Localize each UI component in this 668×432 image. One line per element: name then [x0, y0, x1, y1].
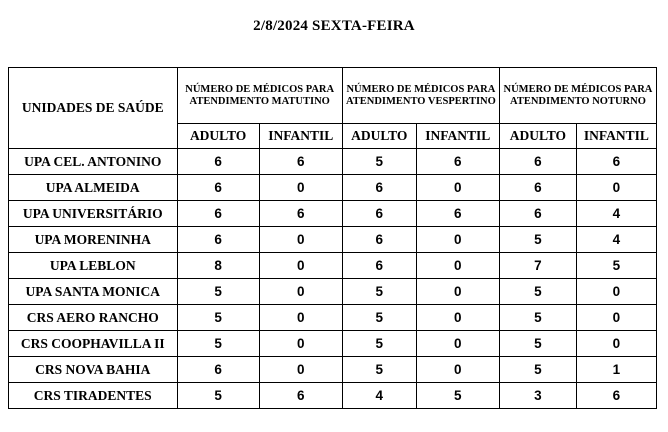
- unit-name-cell: CRS AERO RANCHO: [9, 305, 178, 331]
- value-cell: 0: [416, 357, 499, 383]
- value-cell: 6: [499, 149, 576, 175]
- value-cell: 7: [499, 253, 576, 279]
- value-cell: 0: [259, 357, 342, 383]
- unit-name-cell: UPA MORENINHA: [9, 227, 178, 253]
- value-cell: 6: [499, 201, 576, 227]
- unit-column-header: UNIDADES DE SAÚDE: [9, 68, 178, 149]
- value-cell: 6: [576, 149, 656, 175]
- value-cell: 6: [342, 253, 416, 279]
- value-cell: 6: [259, 201, 342, 227]
- value-cell: 6: [342, 201, 416, 227]
- value-cell: 0: [416, 227, 499, 253]
- value-cell: 0: [416, 331, 499, 357]
- value-cell: 5: [499, 357, 576, 383]
- value-cell: 5: [342, 305, 416, 331]
- sub-header-infantil: INFANTIL: [416, 124, 499, 149]
- table-row: [9, 305, 657, 331]
- unit-name-cell: UPA ALMEIDA: [9, 175, 178, 201]
- value-cell: 5: [342, 357, 416, 383]
- table-row: [9, 279, 657, 305]
- value-cell: 5: [576, 253, 656, 279]
- table-row: [9, 383, 657, 409]
- value-cell: 0: [576, 175, 656, 201]
- value-cell: 6: [416, 201, 499, 227]
- value-cell: 0: [416, 279, 499, 305]
- value-cell: 6: [499, 175, 576, 201]
- sub-header-adulto: ADULTO: [342, 124, 416, 149]
- value-cell: 0: [416, 305, 499, 331]
- value-cell: 0: [576, 305, 656, 331]
- table-row: [9, 201, 657, 227]
- value-cell: 4: [342, 383, 416, 409]
- unit-name-cell: UPA SANTA MONICA: [9, 279, 178, 305]
- sub-header-infantil: INFANTIL: [576, 124, 656, 149]
- value-cell: 5: [177, 305, 259, 331]
- value-cell: 1: [576, 357, 656, 383]
- value-cell: 8: [177, 253, 259, 279]
- unit-name-cell: CRS TIRADENTES: [9, 383, 178, 409]
- value-cell: 0: [416, 253, 499, 279]
- value-cell: 6: [259, 149, 342, 175]
- value-cell: 5: [177, 331, 259, 357]
- unit-name-cell: CRS COOPHAVILLA II: [9, 331, 178, 357]
- value-cell: 5: [177, 279, 259, 305]
- value-cell: 0: [259, 175, 342, 201]
- value-cell: 5: [499, 305, 576, 331]
- value-cell: 5: [342, 279, 416, 305]
- group-header-matutino: NÚMERO DE MÉDICOS PARA ATENDIMENTO MATUTINO: [177, 68, 342, 124]
- table-row: [9, 357, 657, 383]
- value-cell: 4: [576, 227, 656, 253]
- value-cell: 5: [177, 383, 259, 409]
- group-header-noturno: NÚMERO DE MÉDICOS PARA ATENDIMENTO NOTURNO: [499, 68, 656, 124]
- value-cell: 0: [259, 253, 342, 279]
- table-row: [9, 253, 657, 279]
- sub-header-adulto: ADULTO: [499, 124, 576, 149]
- value-cell: 5: [499, 227, 576, 253]
- sub-header-adulto: ADULTO: [177, 124, 259, 149]
- sub-header-infantil: INFANTIL: [259, 124, 342, 149]
- value-cell: 0: [576, 279, 656, 305]
- table-row: [9, 149, 657, 175]
- table-row: [9, 175, 657, 201]
- value-cell: 6: [342, 175, 416, 201]
- unit-name-cell: UPA UNIVERSITÁRIO: [9, 201, 178, 227]
- value-cell: 3: [499, 383, 576, 409]
- value-cell: 6: [177, 357, 259, 383]
- group-header-vespertino: NÚMERO DE MÉDICOS PARA ATENDIMENTO VESPERTINO: [342, 68, 499, 124]
- value-cell: 0: [259, 227, 342, 253]
- value-cell: 6: [342, 227, 416, 253]
- value-cell: 0: [259, 305, 342, 331]
- doctors-schedule-table: [8, 67, 657, 409]
- unit-name-cell: UPA LEBLON: [9, 253, 178, 279]
- value-cell: 6: [177, 175, 259, 201]
- value-cell: 4: [576, 201, 656, 227]
- value-cell: 5: [499, 331, 576, 357]
- value-cell: 6: [177, 149, 259, 175]
- value-cell: 5: [342, 149, 416, 175]
- value-cell: 5: [416, 383, 499, 409]
- value-cell: 6: [416, 149, 499, 175]
- value-cell: 0: [259, 331, 342, 357]
- value-cell: 6: [177, 201, 259, 227]
- unit-name-cell: UPA CEL. ANTONINO: [9, 149, 178, 175]
- table-row: [9, 227, 657, 253]
- value-cell: 0: [416, 175, 499, 201]
- value-cell: 5: [342, 331, 416, 357]
- value-cell: 0: [576, 331, 656, 357]
- unit-name-cell: CRS NOVA BAHIA: [9, 357, 178, 383]
- page-title: 2/8/2024 SEXTA-FEIRA: [253, 18, 415, 34]
- table-row: [9, 331, 657, 357]
- value-cell: 5: [499, 279, 576, 305]
- value-cell: 6: [576, 383, 656, 409]
- value-cell: 6: [177, 227, 259, 253]
- value-cell: 6: [259, 383, 342, 409]
- value-cell: 0: [259, 279, 342, 305]
- table-body: [9, 149, 657, 409]
